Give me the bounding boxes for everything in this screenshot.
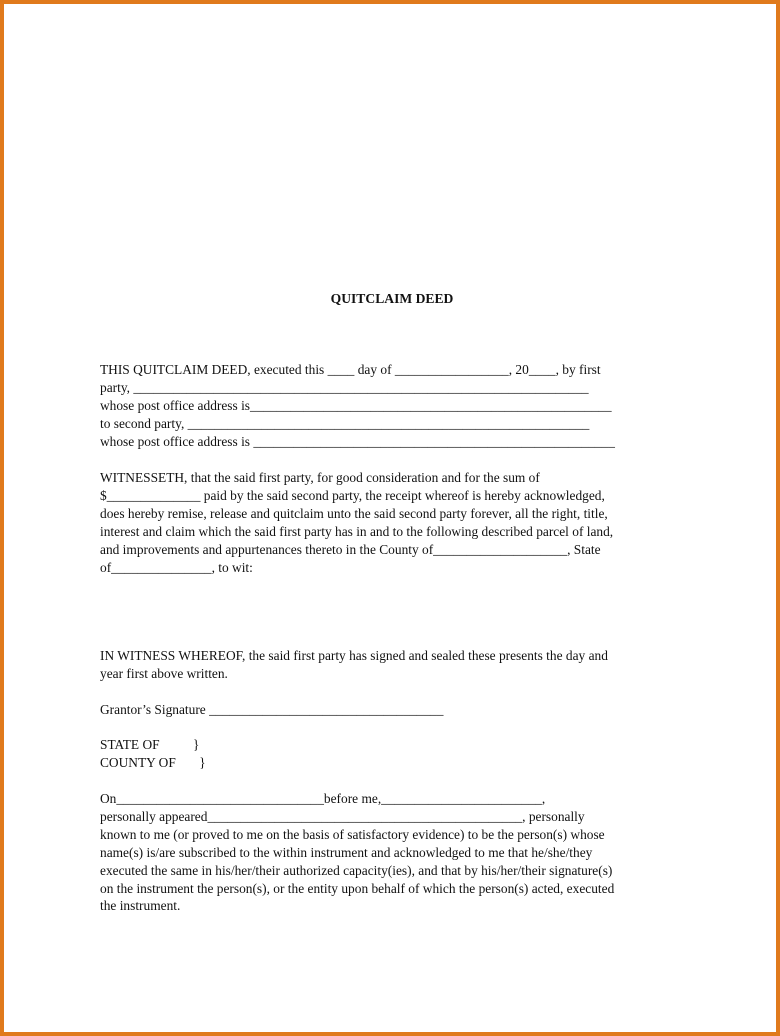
document-title: QUITCLAIM DEED [330,291,454,306]
acknowledgment-line: personally appeared_______________________________________________, personally [100,808,585,824]
in-witness-line: IN WITNESS WHEREOF, the said first party has signed and sealed these presents the day and [100,648,608,663]
state-county-section [100,736,684,772]
in-witness-section [100,647,684,683]
intro-line: to second party, ____________________________________________________________ [100,415,590,431]
witnesseth-line: of_______________, to wit: [100,559,253,575]
intro-section [100,361,684,451]
witnesseth-line: and improvements and appurtenances thereto in the County of____________________, State [100,541,601,557]
acknowledgment-line: on the instrument the person(s), or the entity upon behalf of which the person(s) acted, executed [100,880,615,896]
grantor-signature-line [100,701,684,719]
intro-line: whose post office address is ______________________________________________________ [100,433,615,449]
acknowledgment-line: name(s) is/are subscribed to the within instrument and acknowledged to me that he/she/they [100,844,593,860]
witnesseth-section [100,469,684,576]
county-line: COUNTY OF } [100,754,206,770]
in-witness-line: year first above written. [100,665,228,681]
acknowledgment-line: executed the same in his/her/their authorized capacity(ies), and that by his/her/their signature(s) [100,862,613,878]
witnesseth-line: interest and claim which the said first party has in and to the following described parcel of land, [100,523,614,539]
witnesseth-line: does hereby remise, release and quitclaim unto the said second party forever, all the right, title, [100,505,608,521]
witnesseth-line: $______________ paid by the said second party, the receipt whereof is hereby acknowledged, [100,487,605,503]
witnesseth-line: WITNESSETH, that the said first party, for good consideration and for the sum of [100,470,540,485]
intro-line: party, ____________________________________________________________________ [100,379,589,395]
acknowledgment-line: On_______________________________before me,________________________, [100,791,546,806]
state-line: STATE OF } [100,737,200,752]
grantor-signature-label: Grantor’s Signature ___________________________________ [100,702,444,717]
intro-line: THIS QUITCLAIM DEED, executed this ____ day of _________________, 20____, by first [100,362,601,377]
acknowledgment-section [100,790,684,915]
acknowledgment-line: known to me (or proved to me on the basis of satisfactory evidence) to be the person(s) whose [100,826,605,842]
acknowledgment-line: the instrument. [100,898,181,914]
intro-line: whose post office address is______________________________________________________ [100,397,612,413]
